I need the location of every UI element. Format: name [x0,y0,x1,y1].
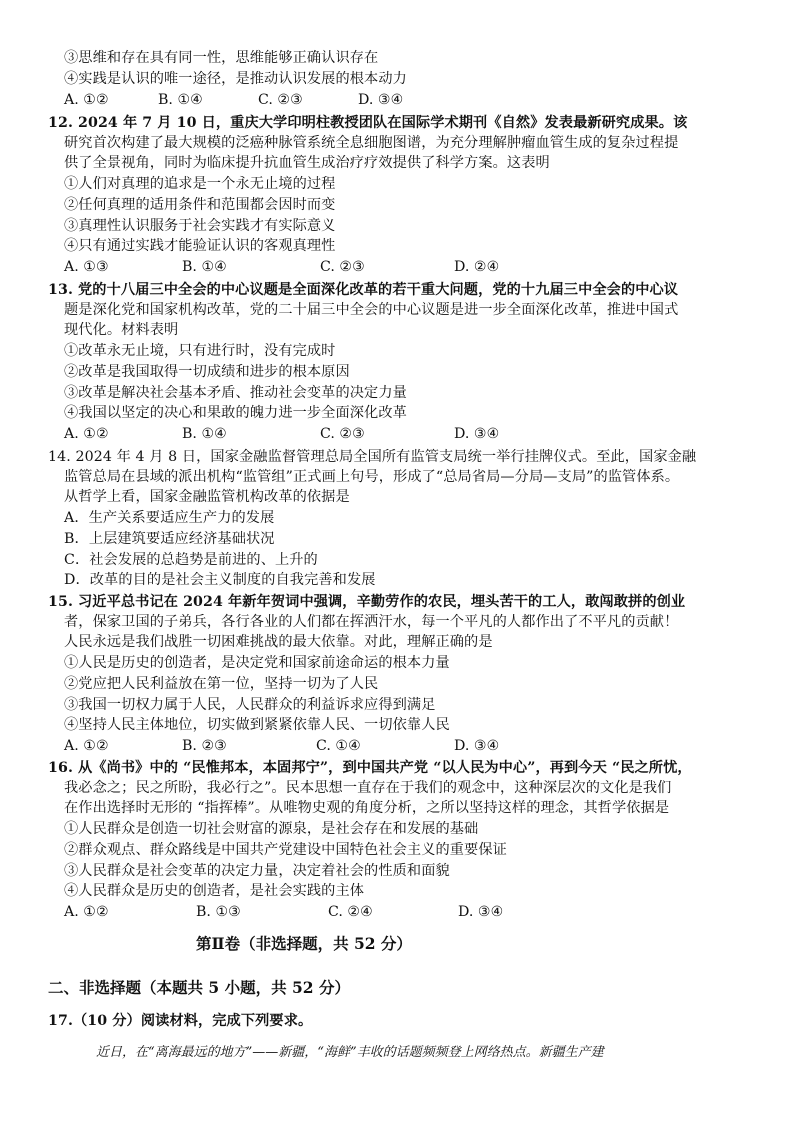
q15-statement-4: ④坚持人民主体地位，切实做到紧紧依靠人民、一切依靠人民 [64,717,450,733]
q14-choice-c: C．社会发展的总趋势是前进的、上升的 [64,552,318,568]
q13-stem-line-3: 现代化。材料表明 [64,322,179,338]
q16-statement-2: ②群众观点、群众路线是中国共产党建设中国特色社会主义的重要保证 [64,842,507,858]
q13-statement-2: ②改革是我国取得一切成绩和进步的根本原因 [64,364,350,380]
q12-statement-4: ④只有通过实践才能验证认识的客观真理性 [64,238,336,254]
q11-option-d: D. ③④ [358,92,404,108]
q16-option-d: D. ③④ [458,904,504,920]
q12-option-b: B. ①④ [182,259,227,275]
q16-option-c: C. ②④ [328,904,373,920]
q14-choice-b: B．上层建筑要适应经济基础状况 [64,531,275,547]
q17-material-line-1: 近日，在“离海最远的地方”——新疆，“海鲜”丰收的话题频频登上网络热点。新疆生产建 [96,1045,604,1060]
q13-option-c: C. ②③ [320,426,365,442]
q13-stem-line-1: 13. 党的十八届三中全会的中心议题是全面深化改革的若干重大问题，党的十九届三中全会的中心议 [48,282,679,298]
q13-option-b: B. ①④ [182,426,227,442]
q11-statement-3: ③思维和存在具有同一性，思维能够正确认识存在 [64,50,379,66]
q14-stem-line-1: 14. 2024 年 4 月 8 日，国家金融监督管理总局全国所有监管支局统一举行挂牌仪式。至此，国家金融 [48,449,697,465]
q12-stem-line-3: 供了全景视角，同时为临床提升抗血管生成治疗疗效提供了科学方案。这表明 [64,155,550,171]
q14-choice-a: A．生产关系要适应生产力的发展 [64,510,275,526]
q16-option-a: A. ①② [64,904,109,920]
q15-statement-2: ②党应把人民利益放在第一位，坚持一切为了人民 [64,676,379,692]
q12-stem-line-2: 研究首次构建了最大规模的泛癌种脉管系统全息细胞图谱，为充分理解肿瘤血管生成的复杂过程提 [64,135,679,151]
q13-option-a: A. ①② [64,426,109,442]
q15-option-c: C. ①④ [316,738,361,754]
q11-option-c: C. ②③ [258,92,303,108]
q12-statement-2: ②任何真理的适用条件和范围都会因时而变 [64,197,336,213]
q13-option-d: D. ③④ [454,426,500,442]
q15-stem-line-2: 者，保家卫国的子弟兵，各行各业的人们都在挥洒汗水，每一个平凡的人都作出了不平凡的贡献！ [64,614,679,630]
q13-statement-3: ③改革是解决社会基本矛盾、推动社会变革的决定力量 [64,385,407,401]
q14-choice-d: D．改革的目的是社会主义制度的自我完善和发展 [64,572,376,588]
q15-statement-1: ①人民是历史的创造者，是决定党和国家前途命运的根本力量 [64,655,450,671]
q12-statement-3: ③真理性认识服务于社会实践才有实际意义 [64,218,336,234]
q15-stem-line-3: 人民永远是我们战胜一切困难挑战的最大依靠。对此，理解正确的是 [64,634,493,650]
q14-stem-line-3: 从哲学上看，国家金融监管机构改革的依据是 [64,489,350,505]
q11-statement-4: ④实践是认识的唯一途径，是推动认识发展的根本动力 [64,71,407,87]
q16-statement-1: ①人民群众是创造一切社会财富的源泉，是社会存在和发展的基础 [64,821,479,837]
q13-stem-line-2: 题是深化党和国家机构改革，党的二十届三中全会的中心议题是进一步全面深化改革，推进中国式 [64,302,679,318]
q16-stem-line-1: 16. 从《尚书》中的 “民惟邦本，本固邦宁”，到中国共产党 “以人民为中心”，再到今天 “民之所忧， [48,760,692,776]
q11-option-a: A. ①② [64,92,109,108]
q13-statement-1: ①改革永无止境，只有进行时，没有完成时 [64,343,336,359]
q16-statement-4: ④人民群众是历史的创造者，是社会实践的主体 [64,883,365,899]
q11-option-b: B. ①④ [158,92,203,108]
q12-stem-line-1: 12. 2024 年 7 月 10 日，重庆大学印明柱教授团队在国际学术期刊《自然》发表最新研究成果。该 [48,115,688,131]
q15-statement-3: ③我国一切权力属于人民，人民群众的利益诉求应得到满足 [64,697,436,713]
q12-statement-1: ①人们对真理的追求是一个永无止境的过程 [64,176,336,192]
q14-stem-line-2: 监管总局在县域的派出机构“监管组”正式画上句号，形成了“总局省局—分局—支局”的监管体系。 [64,469,680,485]
q16-statement-3: ③人民群众是社会变革的决定力量，决定着社会的性质和面貌 [64,863,450,879]
q16-stem-line-3: 在作出选择时无形的 “指挥棒”。从唯物史观的角度分析，之所以坚持这样的理念，其哲学依据是 [64,800,670,816]
q15-option-b: B. ②③ [182,738,227,754]
q16-stem-line-2: 我必念之；民之所盼，我必行之”。民本思想一直存在于我们的观念中，这种深层次的文化是我们 [64,780,672,796]
section2-heading: 二、非选择题（本题共 5 小题，共 52 分） [48,978,350,997]
q15-stem-line-1: 15. 习近平总书记在 2024 年新年贺词中强调，辛勤劳作的农民，埋头苦干的工人，敢闯敢拼的创业 [48,594,686,610]
q16-option-b: B. ①③ [196,904,241,920]
part2-title: 第Ⅱ卷（非选择题，共 52 分） [196,934,412,953]
q13-statement-4: ④我国以坚定的决心和果敢的魄力进一步全面深化改革 [64,405,407,421]
q12-option-c: C. ②③ [320,259,365,275]
q15-option-a: A. ①② [64,738,109,754]
q17-heading: 17.（10 分）阅读材料，完成下列要求。 [48,1013,313,1029]
q15-option-d: D. ③④ [454,738,500,754]
q12-option-d: D. ②④ [454,259,500,275]
q12-option-a: A. ①③ [64,259,109,275]
